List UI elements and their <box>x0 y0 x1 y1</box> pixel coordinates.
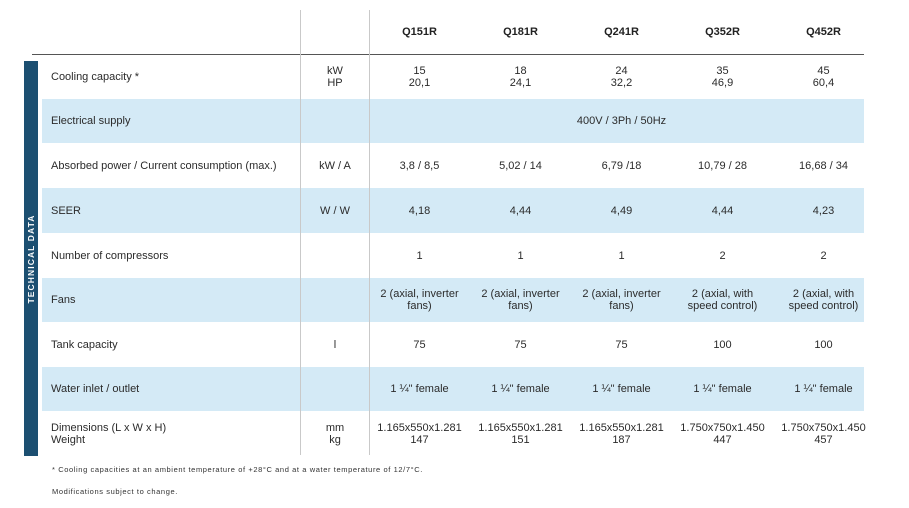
table-row <box>42 55 864 99</box>
row-value-q151r <box>369 367 470 411</box>
value-line: 4,44 <box>509 204 532 217</box>
row-value-q181r <box>470 322 571 367</box>
model-header-q151r: Q151R <box>402 26 437 38</box>
value-line: 1.165x550x1.281 <box>579 421 664 434</box>
row-label: Electrical supply <box>51 115 131 127</box>
table-row <box>42 99 864 143</box>
value-line: 3,8 / 8,5 <box>399 159 440 172</box>
model-header-q181r: Q181R <box>503 26 538 38</box>
row-value-q181r <box>470 143 571 188</box>
row-unit <box>301 411 369 456</box>
value-line: 1 ¼" female <box>794 383 853 395</box>
value-line: 2 (axial, with <box>792 288 855 300</box>
value-line: 147 <box>410 433 429 446</box>
value-line: fans) <box>407 300 432 312</box>
value-line: 2 <box>719 249 726 262</box>
model-header-q352r: Q352R <box>705 26 740 38</box>
value-line: speed control) <box>788 300 859 312</box>
row-value-q181r <box>470 55 571 99</box>
value-line: 75 <box>413 338 426 351</box>
row-value-q151r <box>369 143 470 188</box>
row-value-q151r <box>369 55 470 99</box>
value-line: 100 <box>713 338 732 351</box>
unit-line: kW <box>327 65 343 77</box>
unit-line: l <box>333 338 337 351</box>
value-line: 1.750x750x1.450 <box>781 421 866 434</box>
row-value-q181r <box>470 411 571 456</box>
value-line: 1 <box>517 249 524 262</box>
row-value-q241r <box>571 411 672 456</box>
value-line: 1 ¼" female <box>491 383 550 395</box>
value-line: 1 ¼" female <box>390 383 449 395</box>
table-row <box>42 322 864 367</box>
value-line: 1 <box>618 249 625 262</box>
row-unit <box>301 233 369 278</box>
row-label: Tank capacity <box>51 338 118 351</box>
row-value-q241r <box>571 322 672 367</box>
row-unit <box>301 367 369 411</box>
table-row <box>42 411 864 456</box>
value-line: 32,2 <box>610 77 633 89</box>
section-sidebar-label: TECHNICAL DATA <box>26 213 36 304</box>
row-unit <box>301 188 369 233</box>
table-row <box>42 233 864 278</box>
value-line: 2 <box>820 249 827 262</box>
value-line: 75 <box>514 338 527 351</box>
row-value-q151r <box>369 233 470 278</box>
value-line: 1.165x550x1.281 <box>377 421 462 434</box>
row-unit <box>301 55 369 99</box>
table-row <box>42 188 864 233</box>
value-line: 1 ¼" female <box>693 383 752 395</box>
row-value-q352r <box>672 367 773 411</box>
value-line: 18 <box>514 65 527 77</box>
value-line: 20,1 <box>408 77 431 89</box>
row-value-q352r <box>672 278 773 322</box>
value-line: 2 (axial, with <box>691 288 754 300</box>
value-line: 15 <box>413 65 426 77</box>
value-line: 100 <box>814 338 833 351</box>
row-value-q352r <box>672 55 773 99</box>
value-line: 1 <box>416 249 423 262</box>
row-value-q151r <box>369 411 470 456</box>
column-divider <box>369 10 370 455</box>
row-value-q452r <box>773 322 874 367</box>
row-value-q151r <box>369 188 470 233</box>
row-value-q241r <box>571 188 672 233</box>
value-line: 45 <box>817 65 830 77</box>
row-value-q352r <box>672 188 773 233</box>
row-value-q241r <box>571 278 672 322</box>
row-value-q452r <box>773 233 874 278</box>
value-line: 151 <box>511 433 530 446</box>
value-line: 2 (axial, inverter <box>380 288 459 300</box>
value-line: 35 <box>716 65 729 77</box>
value-line: 24 <box>615 65 628 77</box>
row-value-q181r <box>470 367 571 411</box>
row-value-q352r <box>672 233 773 278</box>
unit-line: mm <box>325 421 345 434</box>
table-row <box>42 367 864 411</box>
row-value-q452r <box>773 55 874 99</box>
row-label-line: Dimensions (L x W x H) <box>51 421 167 434</box>
row-value-q452r <box>773 367 874 411</box>
row-value-q241r <box>571 55 672 99</box>
row-value-q352r <box>672 322 773 367</box>
value-line: 2 (axial, inverter <box>481 288 560 300</box>
value-line: 447 <box>713 433 732 446</box>
row-value-q181r <box>470 188 571 233</box>
row-value-q151r <box>369 322 470 367</box>
unit-line: kg <box>329 433 341 446</box>
table-row <box>42 278 864 322</box>
row-value-q151r <box>369 278 470 322</box>
section-sidebar <box>24 61 38 456</box>
value-line: 1.165x550x1.281 <box>478 421 563 434</box>
row-value-q241r <box>571 233 672 278</box>
value-line: 16,68 / 34 <box>799 159 848 172</box>
row-value-q352r <box>672 143 773 188</box>
model-header-q241r: Q241R <box>604 26 639 38</box>
value-line: 4,49 <box>610 204 633 217</box>
value-line: 4,23 <box>812 204 835 217</box>
row-unit <box>301 143 369 188</box>
row-label-line: Weight <box>51 433 86 446</box>
row-value-q181r <box>470 233 571 278</box>
value-line: 5,02 / 14 <box>499 159 542 172</box>
column-divider <box>300 10 301 455</box>
row-label: Absorbed power / Current consumption (max.) <box>51 159 277 172</box>
value-line: 6,79 /18 <box>601 159 642 172</box>
row-unit <box>301 278 369 322</box>
row-label <box>51 411 301 456</box>
row-unit <box>301 99 369 143</box>
row-value-q452r <box>773 143 874 188</box>
row-value-q452r <box>773 188 874 233</box>
row-label: Water inlet / outlet <box>51 383 140 395</box>
row-value-q452r <box>773 411 874 456</box>
value-line: speed control) <box>687 300 758 312</box>
unit-line: HP <box>327 77 343 89</box>
row-value-q241r <box>571 367 672 411</box>
row-value-span: 400V / 3Ph / 50Hz <box>576 115 667 127</box>
row-label: Fans <box>51 294 76 306</box>
value-line: 187 <box>612 433 631 446</box>
value-line: 4,18 <box>408 204 431 217</box>
footnote: Modifications subject to change. <box>52 487 178 496</box>
unit-line: W / W <box>320 204 350 217</box>
value-line: fans) <box>609 300 634 312</box>
value-line: 1 ¼" female <box>592 383 651 395</box>
row-unit <box>301 322 369 367</box>
value-line: 4,44 <box>711 204 734 217</box>
row-value-q452r <box>773 278 874 322</box>
row-value-q241r <box>571 143 672 188</box>
value-line: 24,1 <box>509 77 532 89</box>
row-value-q181r <box>470 278 571 322</box>
value-line: 2 (axial, inverter <box>582 288 661 300</box>
model-header-q452r: Q452R <box>806 26 841 38</box>
value-line: 75 <box>615 338 628 351</box>
row-label: Number of compressors <box>51 249 169 262</box>
value-line: fans) <box>508 300 533 312</box>
table-row <box>42 143 864 188</box>
footnote: * Cooling capacities at an ambient temperature of +28°C and at a water temperature of 12/7°C. <box>52 465 423 474</box>
unit-line: kW / A <box>319 159 351 172</box>
value-line: 60,4 <box>812 77 835 89</box>
row-label: SEER <box>51 204 81 217</box>
value-line: 457 <box>814 433 833 446</box>
value-line: 10,79 / 28 <box>698 159 747 172</box>
row-label: Cooling capacity * <box>51 71 140 83</box>
value-line: 1.750x750x1.450 <box>680 421 765 434</box>
row-value-q352r <box>672 411 773 456</box>
value-line: 46,9 <box>711 77 734 89</box>
